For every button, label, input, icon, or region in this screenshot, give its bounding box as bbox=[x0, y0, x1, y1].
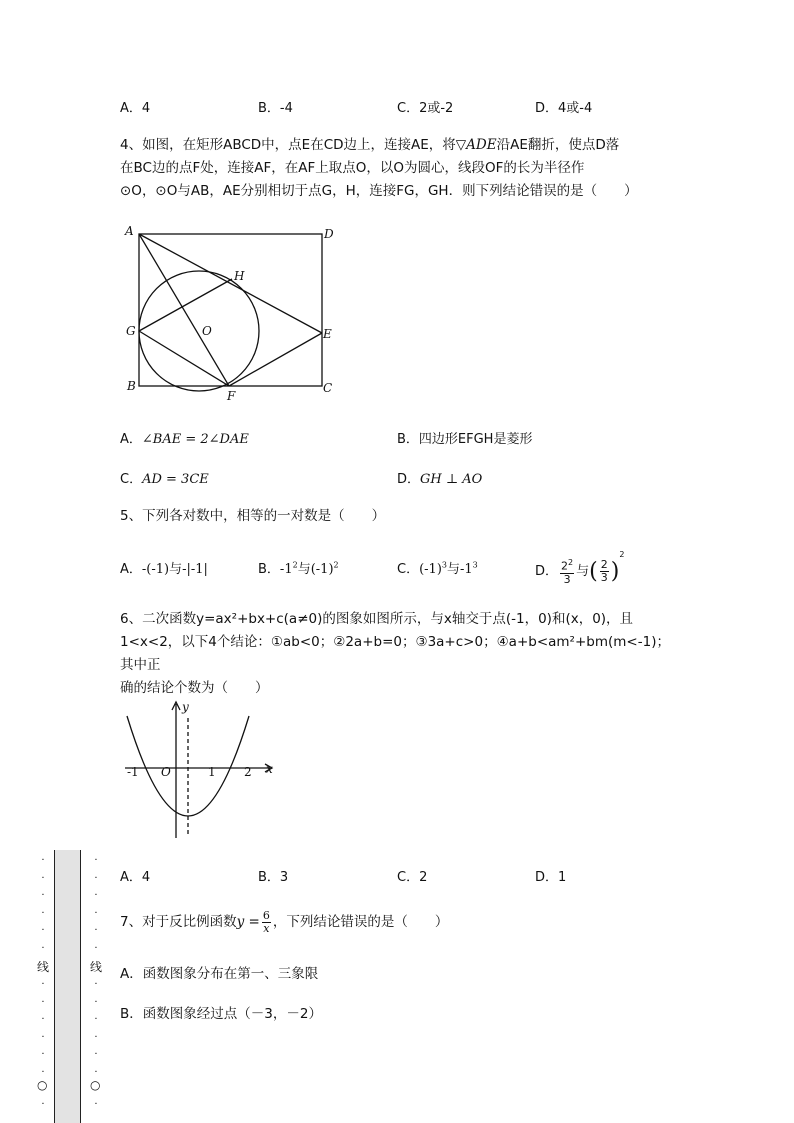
left-dotted-line: · · · · · · bbox=[41, 855, 45, 954]
label-a: A bbox=[125, 224, 134, 238]
segment-ae bbox=[139, 234, 322, 333]
q3-option-c: C．2或-2 bbox=[397, 101, 454, 116]
segment-af bbox=[139, 234, 229, 386]
q5-option-d: D． $\frac{2^2}{3}$ 与( $\frac{2}{3}$ )$^2$ bbox=[535, 550, 625, 586]
q4-option-c: C．AD = 3CE bbox=[120, 472, 209, 487]
label-e: E bbox=[323, 327, 332, 341]
label-c: C bbox=[323, 381, 333, 395]
q5-question: 5、下列各对数中，相等的一对数是（ ） bbox=[120, 508, 386, 524]
right-dotted-line-lower: · · · · · · bbox=[94, 979, 98, 1078]
q3-option-d: D．4或-4 bbox=[535, 101, 593, 116]
right-dotted-line-bottom: · bbox=[94, 1099, 98, 1110]
left-line-char: 线 bbox=[37, 960, 50, 974]
graph-label-y: y bbox=[182, 700, 189, 714]
graph-label-x: x bbox=[266, 762, 273, 776]
right-line-char: 线 bbox=[90, 960, 103, 974]
q5-option-c: C．$(-1)^3$与$-1^3$ bbox=[397, 560, 478, 577]
q4-line2: 在BC边的点F处，连接AF，在AF上取点O，以O为圆心，线段OF的长为半径作 bbox=[120, 160, 585, 176]
q5-option-a: A．-(-1)与-|-1| bbox=[120, 562, 208, 577]
q6-option-c: C．2 bbox=[397, 870, 428, 885]
fraction-6-over-x: $\frac{6}{x}$ bbox=[262, 908, 270, 935]
graph-label-origin: O bbox=[161, 765, 171, 779]
q4-line3: ⊙O，⊙O与AB，AE分别相切于点G，H，连接FG，GH．则下列结论错误的是（ ） bbox=[120, 183, 638, 199]
q4-option-d: D．GH ⊥ AO bbox=[397, 472, 483, 487]
label-h: H bbox=[234, 269, 245, 283]
q4-option-a: A．∠BAE = 2∠DAE bbox=[120, 432, 249, 447]
graph-label-neg1: -1 bbox=[127, 765, 139, 779]
q7-option-a: A．函数图象分布在第一、三象限 bbox=[120, 966, 319, 982]
label-o: O bbox=[202, 324, 212, 338]
q6-option-b: B．3 bbox=[258, 870, 289, 885]
graph-label-2: 2 bbox=[244, 765, 252, 779]
q6-option-d: D．1 bbox=[535, 870, 567, 885]
q4-option-b: B．四边形EFGH是菱形 bbox=[397, 432, 533, 447]
segment-gf bbox=[139, 331, 229, 386]
graph-label-1: 1 bbox=[208, 765, 216, 779]
label-f: F bbox=[227, 389, 236, 403]
segment-gh bbox=[139, 279, 232, 331]
left-circle-mark: ○ bbox=[37, 1078, 48, 1092]
binding-strip bbox=[54, 850, 81, 1123]
fraction-2sq-over-3: $\frac{2^2}{3}$ bbox=[561, 558, 574, 586]
rectangle-abcd bbox=[139, 234, 322, 386]
right-dotted-line: · · · · · · bbox=[94, 855, 98, 954]
q6-line3: 确的结论个数为（ ） bbox=[120, 680, 269, 696]
parabola-curve bbox=[127, 716, 249, 816]
q4-triangle: ▽ADE bbox=[455, 137, 497, 153]
q4-line1: 4、如图，在矩形ABCD中，点E在CD边上，连接AE，将▽ADE沿AE翻折，使点D落 bbox=[120, 137, 620, 153]
segment-fe bbox=[229, 333, 322, 386]
q4-figure bbox=[120, 222, 350, 407]
right-circle-mark: ○ bbox=[90, 1078, 101, 1092]
q7-question: 7、对于反比例函数y = $\frac{6}{x}$ ，下列结论错误的是（ ） bbox=[120, 908, 449, 935]
label-b: B bbox=[127, 379, 136, 393]
q7-option-b: B．函数图象经过点（－3，－2） bbox=[120, 1006, 322, 1022]
q6-parabola-graph bbox=[120, 698, 280, 840]
label-d: D bbox=[324, 227, 334, 241]
q6-option-a: A．4 bbox=[120, 870, 151, 885]
q6-line2: 1<x<2，以下4个结论：①ab<0；②2a+b=0；③3a+c>0；④a+b<am²+bm(m<-1)；其中正 bbox=[120, 634, 670, 673]
q4-question bbox=[120, 134, 680, 203]
q5-option-b: B．$-1^2$与$(-1)^2$ bbox=[258, 560, 339, 577]
left-dotted-line-lower: · · · · · · bbox=[41, 979, 45, 1078]
q3-option-b: B．-4 bbox=[258, 101, 293, 116]
label-g: G bbox=[126, 324, 136, 338]
q6-line1: 6、二次函数y=ax²+bx+c(a≠0)的图象如图所示，与x轴交于点(-1，0)和(x，0)，且 bbox=[120, 611, 634, 627]
fraction-2-over-3: $\frac{2}{3}$ bbox=[600, 558, 608, 584]
q6-question bbox=[120, 608, 680, 700]
q3-option-a: A．4 bbox=[120, 101, 151, 116]
left-dotted-line-bottom: · bbox=[41, 1099, 45, 1110]
